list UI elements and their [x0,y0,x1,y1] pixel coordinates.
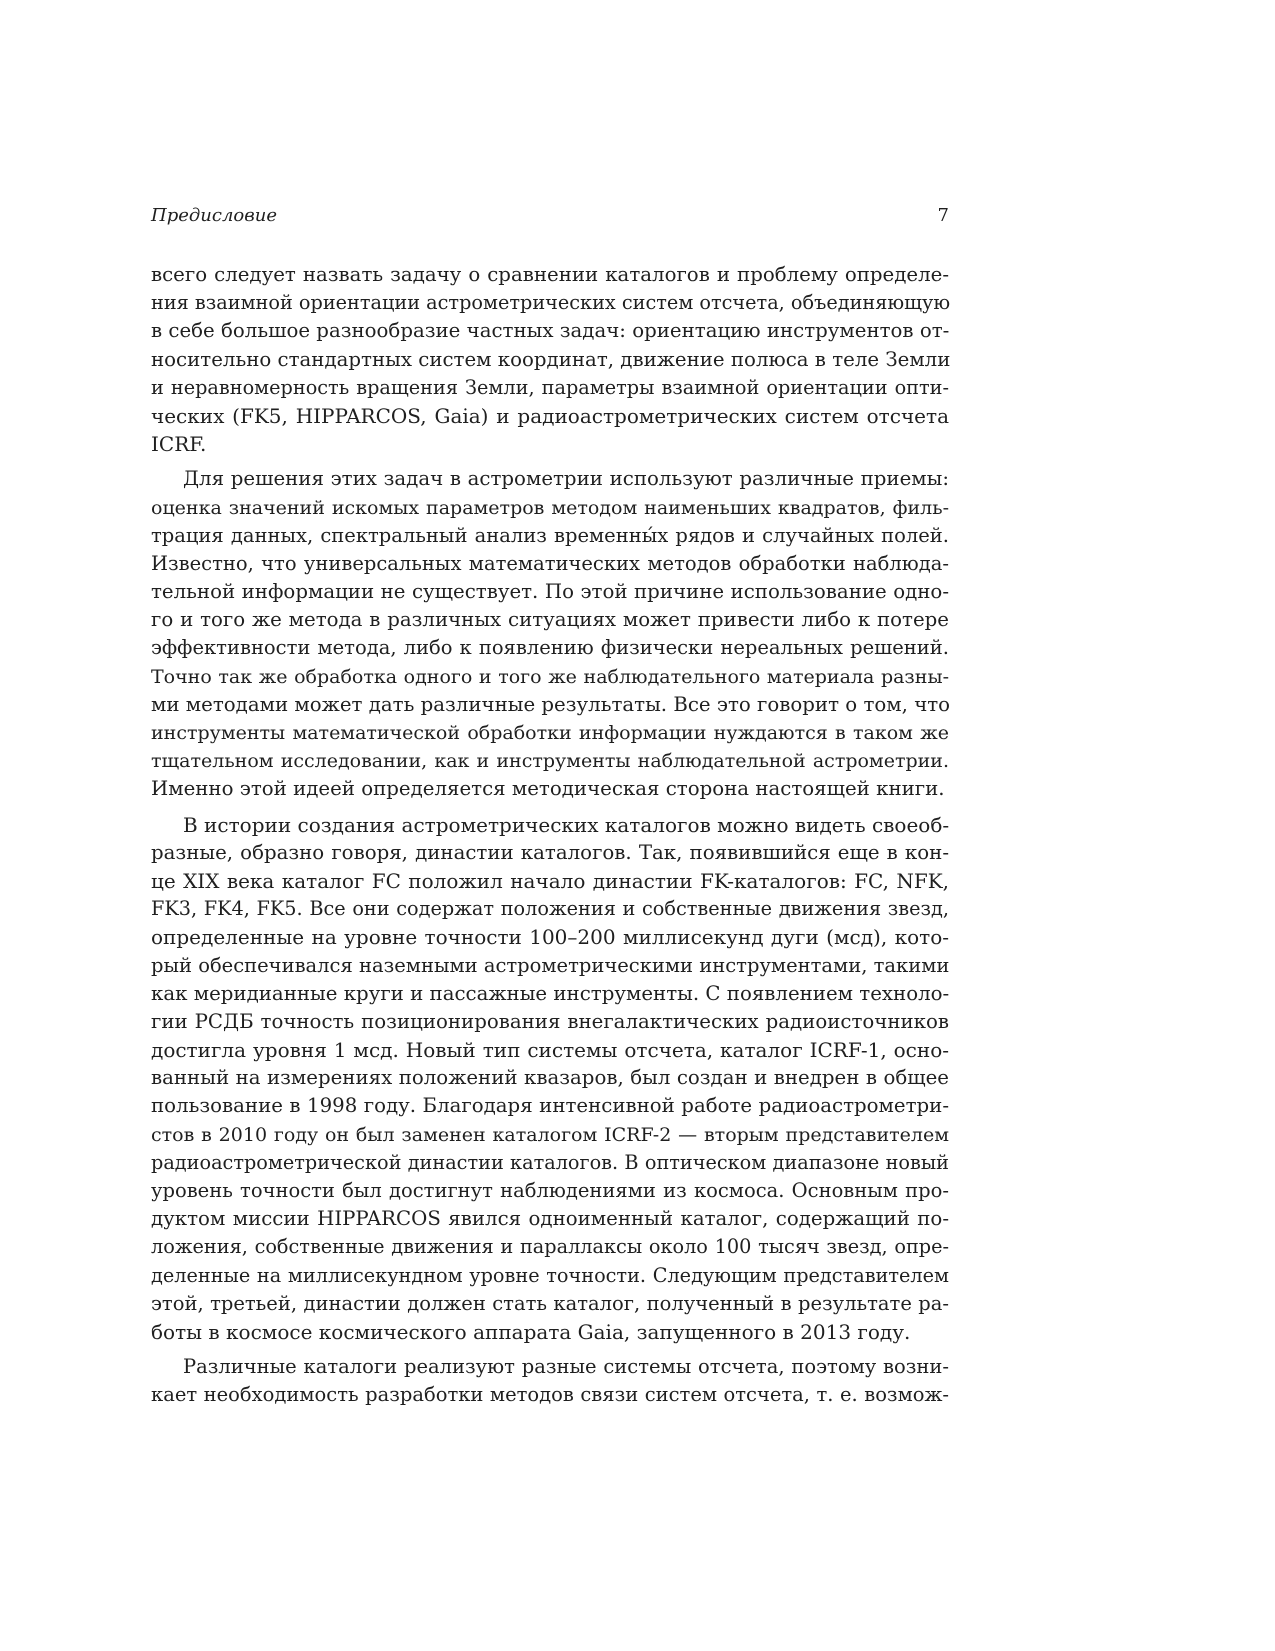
text-line: рый обеспечивался наземными астрометрическими инструментами, такими [151,953,950,977]
text-line: тельной информации не существует. По этой причине использование одно- [151,580,949,604]
text-line: дуктом миссии HIPPARCOS явился одноименный каталог, содержащий по- [151,1207,949,1231]
text-line: тщательном исследовании, как и инструменты наблюдательной астрометрии. [151,750,949,773]
body-text [151,261,949,1417]
text-line: носительно стандартных систем координат, движение полюса в теле Земли [151,347,951,371]
text-line: це XIX века каталог FC положил начало династии FK-каталогов: FC, NFK, [151,868,949,893]
text-line: уровень точности был достигнут наблюдениями из космоса. Основным про- [151,1179,949,1202]
text-line: этой, третьей, династии должен стать каталог, полученный в результате ра- [151,1291,949,1315]
text-line: FK3, FK4, FK5. Все они содержат положения и собственные движения звезд, [151,897,949,921]
text-line: Известно, что универсальных математических методов обработки наблюда- [151,551,949,575]
text-line: эффективности метода, либо к появлению физически нереальных решений. [151,636,949,660]
paragraph-methods [151,465,949,803]
text-line: стов в 2010 году он был заменен каталогом ICRF-2 — вторым представителем [151,1123,949,1146]
text-line: ми методами может дать различные результаты. Все это говорит о том, что [151,692,951,716]
paragraph-reference-frames [151,1353,949,1409]
text-line: как меридианные круги и пассажные инструменты. С появлением техноло- [151,981,950,1005]
text-line: ния взаимной ориентации астрометрических систем отсчета, объединяющую [151,291,951,315]
text-line: ванный на измерениях положений квазаров, был создан и внедрен в общее [151,1066,949,1090]
text-line: деленные на миллисекундном уровне точности. Следующим представителем [151,1263,949,1287]
text-line: оценка значений искомых параметров методом наименьших квадратов, филь- [151,496,949,519]
text-line: кает необходимость разработки методов связи систем отсчета, т. е. возмож- [151,1383,949,1407]
text-line: радиоастрометрической династии каталогов. В оптическом диапазоне новый [151,1150,949,1174]
running-head-title: Предисловие [151,205,277,226]
text-line: Для решения этих задач в астрометрии используют различные приемы: [183,467,949,491]
text-line: ческих (FK5, HIPPARCOS, Gaia) и радиоастрометрических систем отсчета [151,403,949,428]
text-line: всего следует назвать задачу о сравнении каталогов и проблему определе- [151,263,949,286]
text-line: разные, образно говоря, династии каталогов. Так, появившийся еще в кон- [151,840,949,864]
page-number: 7 [937,205,949,226]
text-line: ICRF. [151,432,207,457]
text-line: го и того же метода в различных ситуациях может привести либо к потере [151,608,949,632]
text-line: инструменты математической обработки информации нуждаются в таком же [151,722,949,744]
text-line: определенные на уровне точности 100–200 миллисекунд дуги (мсд), кото- [151,925,949,950]
text-line: Именно этой идеей определяется методическая сторона настоящей книги. [151,777,945,801]
text-line: гии РСДБ точность позиционирования внегалактических радиоисточников [151,1009,949,1033]
text-line: Различные каталоги реализуют разные системы отсчета, поэтому возни- [183,1355,949,1379]
text-line: боты в космосе космического аппарата Gaia, запущенного в 2013 году. [151,1319,911,1344]
text-line: Точно так же обработка одного и того же наблюдательного материала разны- [151,665,949,688]
text-line: трация данных, спектральный анализ временны́х рядов и случайных полей. [151,523,949,547]
text-line: достигла уровня 1 мсд. Новый тип системы отсчета, каталог ICRF-1, осно- [151,1038,949,1063]
text-line: пользование в 1998 году. Благодаря интенсивной работе радиоастрометри- [151,1094,949,1118]
paragraph-catalog-history [151,811,949,1347]
text-line: и неравномерность вращения Земли, параметры взаимной ориентации опти- [151,375,949,399]
text-line: ложения, собственные движения и параллаксы около 100 тысяч звезд, опре- [151,1235,949,1259]
text-line: в себе большое разнообразие частных задач: ориентацию инструментов от- [151,319,950,343]
running-head [151,205,949,231]
paragraph-continuation [151,261,949,458]
text-line: В истории создания астрометрических каталогов можно видеть своеоб- [183,812,950,837]
